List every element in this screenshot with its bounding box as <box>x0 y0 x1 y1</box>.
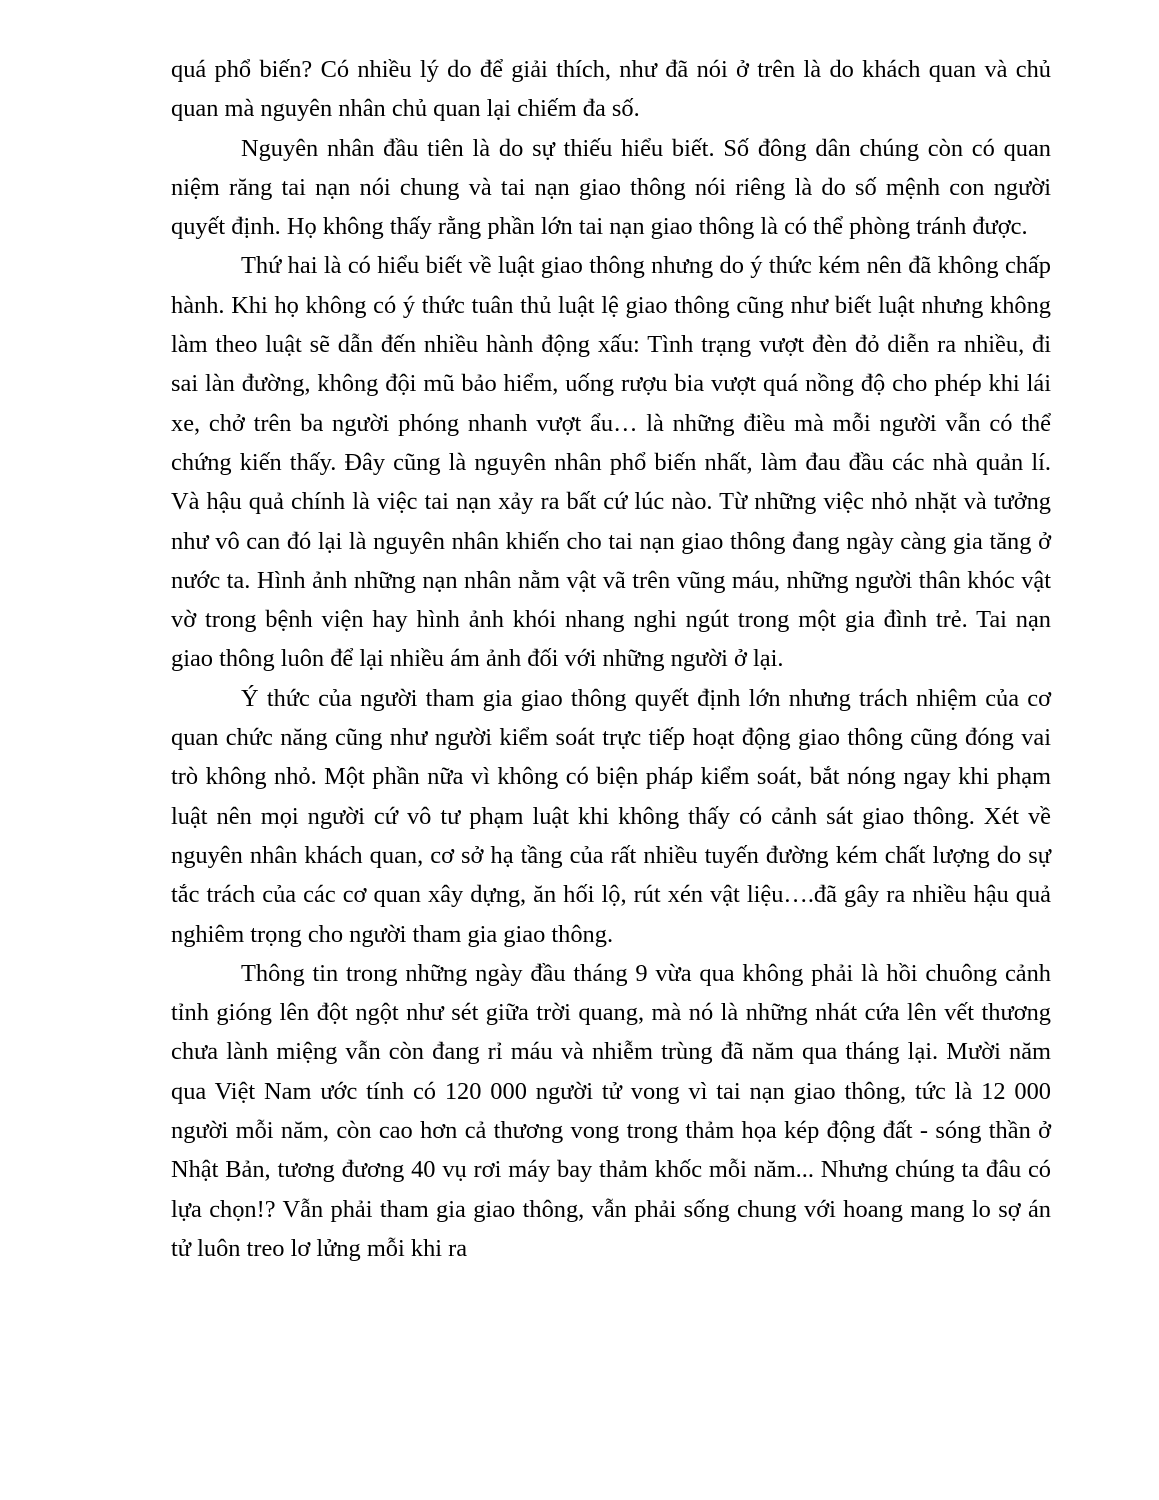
document-page <box>171 50 1051 1268</box>
paragraph-2: Nguyên nhân đầu tiên là do sự thiếu hiểu biết. Số đông dân chúng còn có quan niệm răng tai nạn nói chung và tai nạn giao thông nói riêng là do số mệnh con người quyết định. Họ không thấy rằng phần lớn tai nạn giao thông là có thể phòng tránh được. <box>171 134 1051 241</box>
paragraph-1: quá phổ biến? Có nhiều lý do để giải thích, như đã nói ở trên là do khách quan và chủ quan mà nguyên nhân chủ quan lại chiếm đa số. <box>171 56 1051 123</box>
paragraph-5: Thông tin trong những ngày đầu tháng 9 vừa qua không phải là hồi chuông cảnh tỉnh gióng lên đột ngột như sét giữa trời quang, mà nó là những nhát cứa lên vết thương chưa lành miệng vẫn còn đang rỉ máu và nhiễm trùng đã năm qua tháng lại. Mười năm qua Việt Nam ước tính có 120 000 người tử vong vì tai nạn giao thông, tức là 12 000 người mỗi năm, còn cao hơn cả thương vong trong thảm họa kép động đất - sóng thần ở Nhật Bản, tương đương 40 vụ rơi máy bay thảm khốc mỗi năm... Nhưng chúng ta đâu có lựa chọn!? Vẫn phải tham gia giao thông, vẫn phải sống chung với hoang mang lo sợ án tử luôn treo lơ lửng mỗi khi ra <box>171 959 1051 1262</box>
paragraph-3: Thứ hai là có hiểu biết về luật giao thông nhưng do ý thức kém nên đã không chấp hành. Khi họ không có ý thức tuân thủ luật lệ giao thông cũng như biết luật nhưng không làm theo luật sẽ dẫn đến nhiều hành động xấu: Tình trạng vượt đèn đỏ diễn ra nhiều, đi sai làn đường, không đội mũ bảo hiểm, uống rượu bia vượt quá nồng độ cho phép khi lái xe, chở trên ba người phóng nhanh vượt ẩu… là những điều mà mỗi người vẫn có thể chứng kiến thấy. Đây cũng là nguyên nhân phổ biến nhất, làm đau đầu các nhà quản lí. Và hậu quả chính là việc tai nạn xảy ra bất cứ lúc nào. Từ những việc nhỏ nhặt và tưởng như vô can đó lại là nguyên nhân khiến cho tai nạn giao thông đang ngày càng gia tăng ở nước ta. Hình ảnh những nạn nhân nằm vật vã trên vũng máu, những người thân khóc vật vờ trong bệnh viện hay hình ảnh khói nhang nghi ngút trong một gia đình trẻ. Tai nạn giao thông luôn để lại nhiều ám ảnh đối với những người ở lại. <box>171 252 1051 673</box>
paragraph-4: Ý thức của người tham gia giao thông quyết định lớn nhưng trách nhiệm của cơ quan chức năng cũng như người kiểm soát trực tiếp hoạt động giao thông cũng đóng vai trò không nhỏ. Một phần nữa vì không có biện pháp kiểm soát, bắt nóng ngay khi phạm luật nên mọi người cứ vô tư phạm luật khi không thấy có cảnh sát giao thông. Xét về nguyên nhân khách quan, cơ sở hạ tầng của rất nhiều tuyến đường kém chất lượng do sự tắc trách của các cơ quan xây dựng, ăn hối lộ, rút xén vật liệu….đã gây ra nhiều hậu quả nghiêm trọng cho người tham gia giao thông. <box>171 684 1051 948</box>
